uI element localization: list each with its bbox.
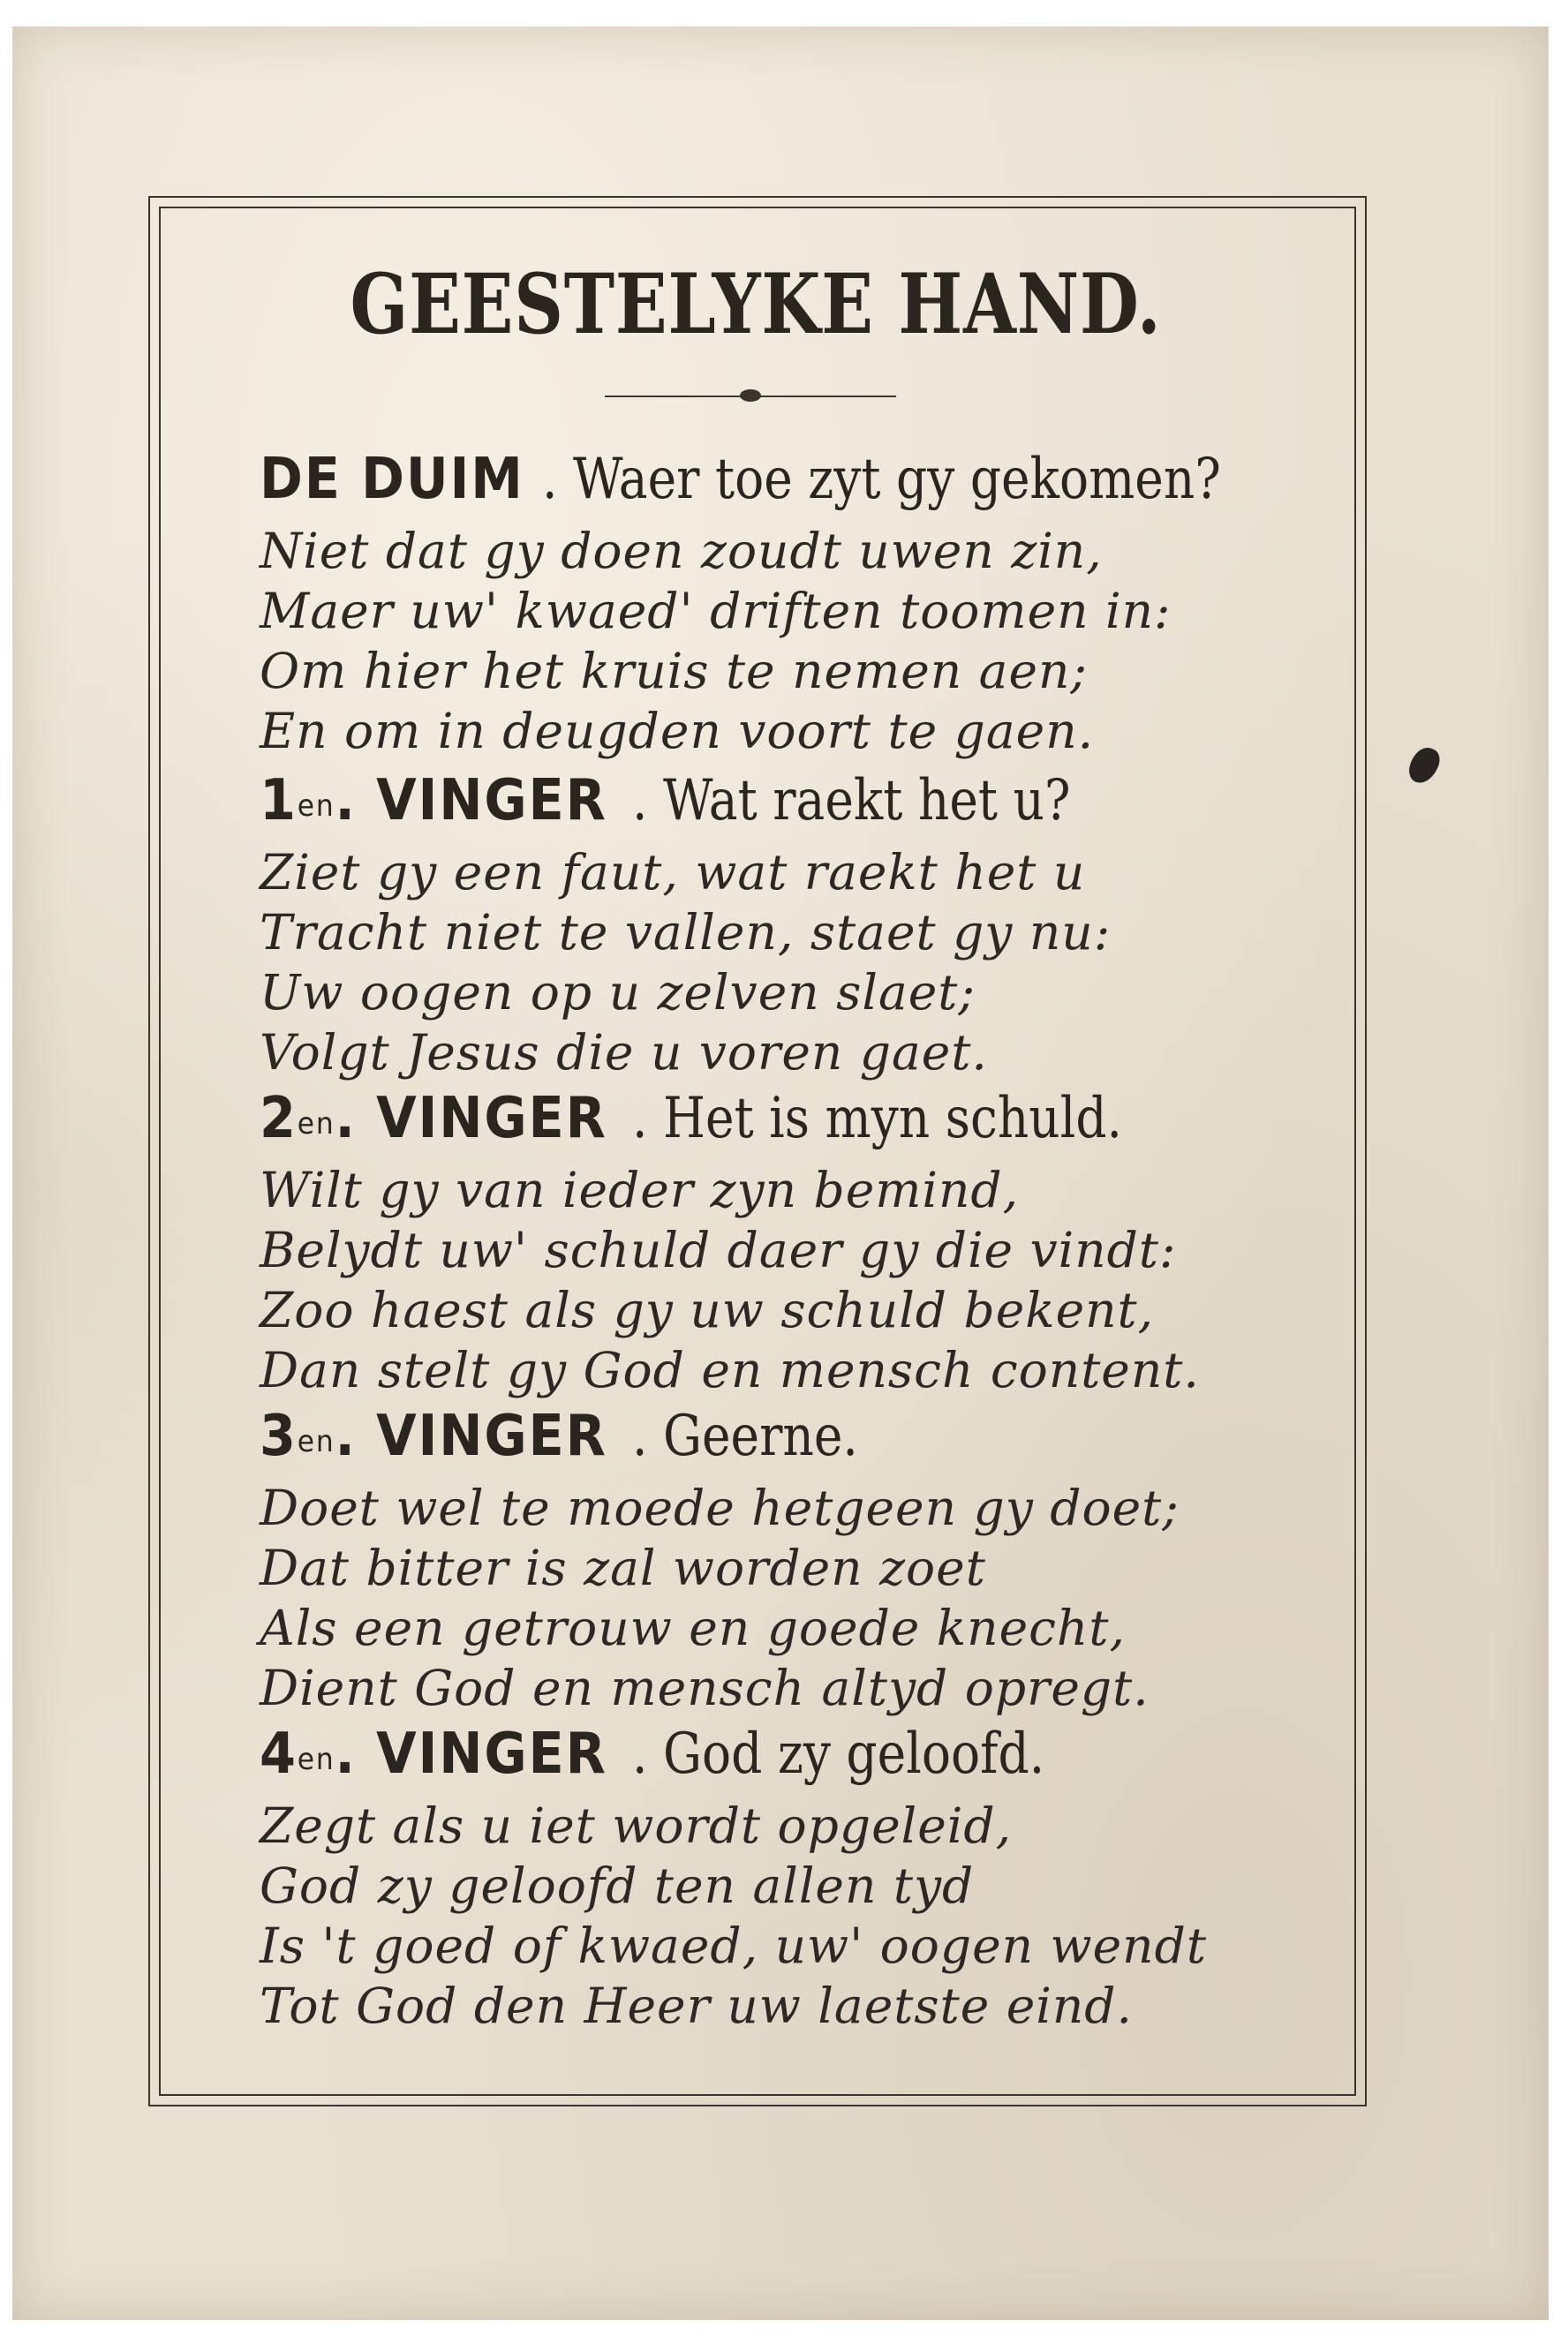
verse-line: Tot God den Heer uw laetste eind.: [260, 1978, 1133, 2034]
verse-line: Niet dat gy doen zoudt uwen zin,: [260, 523, 1103, 579]
section-phrase: . God zy geloofd.: [632, 1722, 1045, 1787]
section-label: DE DUIM: [260, 447, 524, 512]
section-label: $4^{en}$. VINGER: [260, 1722, 607, 1787]
section-vinger-3: [260, 1397, 1319, 1718]
verse-line: Uw oogen op u zelven slaet;: [260, 964, 976, 1021]
verse-line: Belydt uw' schuld daer gy die vindt:: [260, 1222, 1177, 1278]
section-heading: [260, 761, 1319, 840]
section-heading: [260, 1714, 1319, 1794]
verse-line: Zegt als u iet wordt opgeleid,: [260, 1797, 1013, 1854]
section-label: $1^{en}$. VINGER: [260, 768, 607, 833]
verse-line: Zoo haest als gy uw schuld bekent,: [260, 1282, 1155, 1338]
section-phrase: . Wat raekt het u?: [632, 768, 1071, 833]
verse-line: En om in deugden voort te gaen.: [260, 703, 1095, 759]
section-de-duim: [260, 440, 1319, 761]
section-vinger-4: [260, 1714, 1319, 2036]
verse-line: Volgt Jesus die u voren gaet.: [260, 1024, 988, 1081]
verse-line: Ziet gy een faut, wat raekt het u: [260, 844, 1086, 900]
verse-line: Doet wel te moede hetgeen gy doet;: [260, 1480, 1180, 1536]
section-phrase: . Het is myn schuld.: [632, 1086, 1123, 1151]
section-vinger-2: [260, 1079, 1319, 1400]
verse-line: Om hier het kruis te nemen aen;: [260, 643, 1088, 699]
verse-line: Tracht niet te vallen, staet gy nu:: [260, 904, 1112, 961]
section-vinger-1: [260, 761, 1319, 1082]
verse-line: God zy geloofd ten allen tyd: [260, 1857, 975, 1914]
section-label: $2^{en}$. VINGER: [260, 1086, 607, 1151]
verse-line: Is 't goed of kwaed, uw' oogen wendt: [260, 1918, 1207, 1974]
page-title: GEESTELYKE HAND.: [350, 256, 1162, 353]
section-heading: [260, 1079, 1319, 1158]
section-label: $3^{en}$. VINGER: [260, 1404, 607, 1469]
section-heading: [260, 440, 1319, 519]
ornamental-rule-center: [740, 389, 761, 402]
verse-line: Dat bitter is zal worden zoet: [260, 1540, 986, 1596]
section-heading: [260, 1397, 1319, 1476]
section-phrase: . Waer toe zyt gy gekomen?: [541, 447, 1221, 512]
section-phrase: . Geerne.: [632, 1404, 858, 1469]
verse-line: Als een getrouw en goede knecht,: [260, 1600, 1126, 1656]
verse-line: Dan stelt gy God en mensch content.: [260, 1342, 1200, 1398]
verse-line: Dient God en mensch altyd opregt.: [260, 1660, 1150, 1716]
verse-line: Wilt gy van ieder zyn bemind,: [260, 1162, 1020, 1218]
verse-line: Maer uw' kwaed' driften toomen in:: [260, 583, 1172, 639]
